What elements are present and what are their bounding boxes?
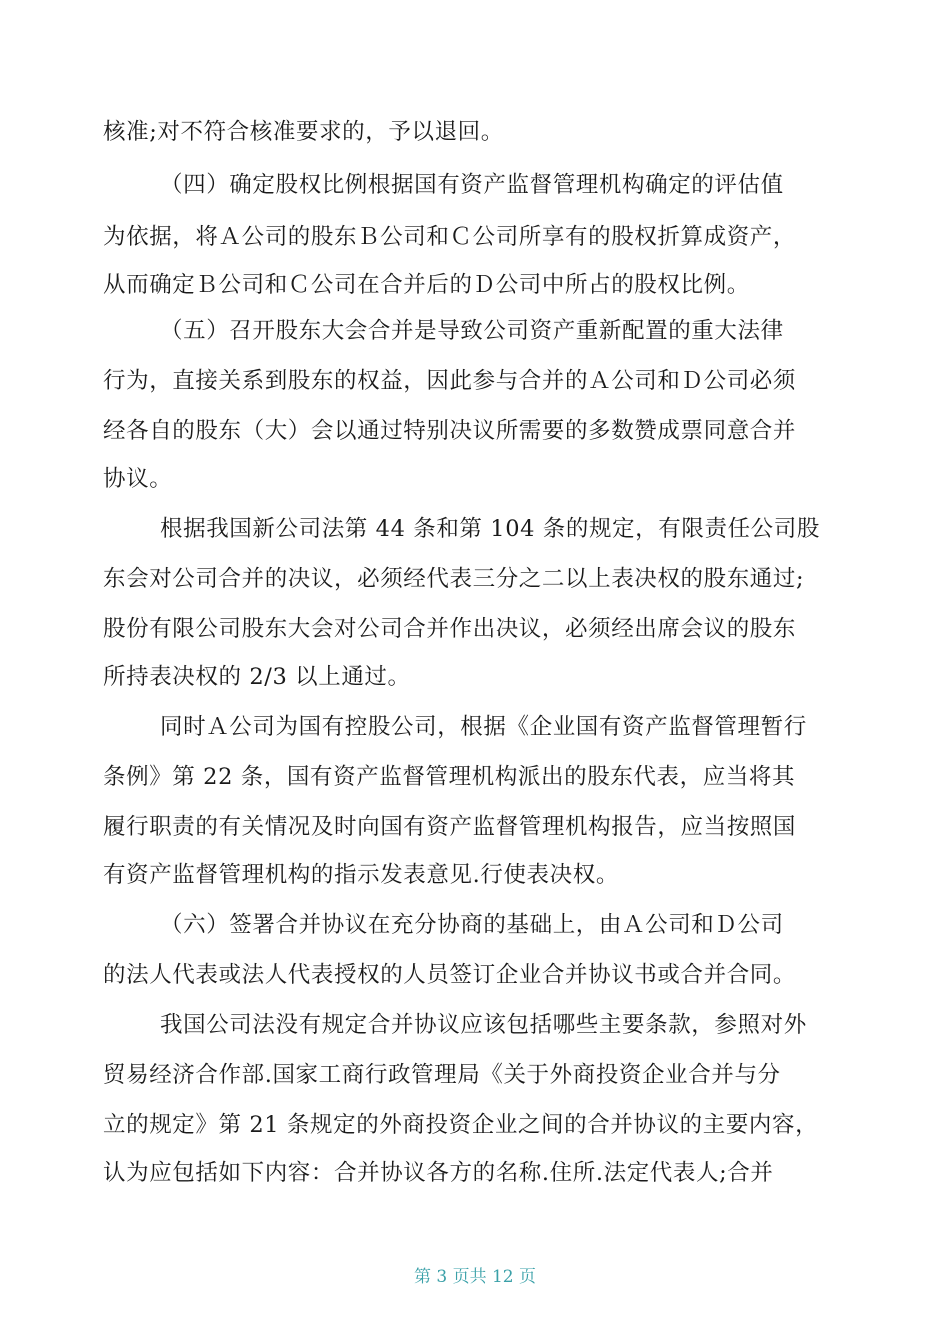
text-line: （六）签署合并协议在充分协商的基础上，由Ａ公司和Ｄ公司: [160, 912, 784, 938]
text-line: （四）确定股权比例根据国有资产监督管理机构确定的评估值: [160, 172, 784, 198]
text-line: 认为应包括如下内容：合并协议各方的名称.住所.法定代表人;合并: [103, 1160, 774, 1186]
text-line: 股份有限公司股东大会对公司合并作出决议，必须经出席会议的股东: [103, 616, 797, 642]
page-number-footer: 第 3 页共 12 页: [413, 1267, 537, 1287]
text-line: 核准;对不符合核准要求的，予以退回。: [103, 119, 504, 145]
text-line: 所持表决权的 2/3 以上通过。: [103, 664, 411, 690]
text-line: 我国公司法没有规定合并协议应该包括哪些主要条款，参照对外: [160, 1012, 807, 1038]
text-line: 有资产监督管理机构的指示发表意见.行使表决权。: [103, 862, 619, 888]
text-line: （五）召开股东大会合并是导致公司资产重新配置的重大法律: [160, 318, 784, 344]
text-line: 行为，直接关系到股东的权益，因此参与合并的Ａ公司和Ｄ公司必须: [103, 368, 797, 394]
text-line: 履行职责的有关情况及时向国有资产监督管理机构报告，应当按照国: [103, 814, 797, 840]
text-line: 同时Ａ公司为国有控股公司，根据《企业国有资产监督管理暂行: [160, 714, 807, 740]
text-line: 的法人代表或法人代表授权的人员签订企业合并协议书或合并合同。: [103, 962, 797, 988]
text-line: 为依据，将Ａ公司的股东Ｂ公司和Ｃ公司所享有的股权折算成资产，: [103, 224, 797, 250]
text-line: 东会对公司合并的决议，必须经代表三分之二以上表决权的股东通过;: [103, 566, 805, 592]
text-line: 经各自的股东（大）会以通过特别决议所需要的多数赞成票同意合并: [103, 418, 797, 444]
text-line: 立的规定》第 21 条规定的外商投资企业之间的合并协议的主要内容，: [103, 1112, 819, 1138]
text-line: 从而确定Ｂ公司和Ｃ公司在合并后的Ｄ公司中所占的股权比例。: [103, 272, 750, 298]
text-line: 条例》第 22 条，国有资产监督管理机构派出的股东代表，应当将其: [103, 764, 796, 790]
text-line: 根据我国新公司法第 44 条和第 104 条的规定，有限责任公司股: [160, 516, 820, 542]
text-line: 协议。: [103, 466, 173, 492]
text-line: 贸易经济合作部.国家工商行政管理局《关于外商投资企业合并与分: [103, 1062, 781, 1088]
